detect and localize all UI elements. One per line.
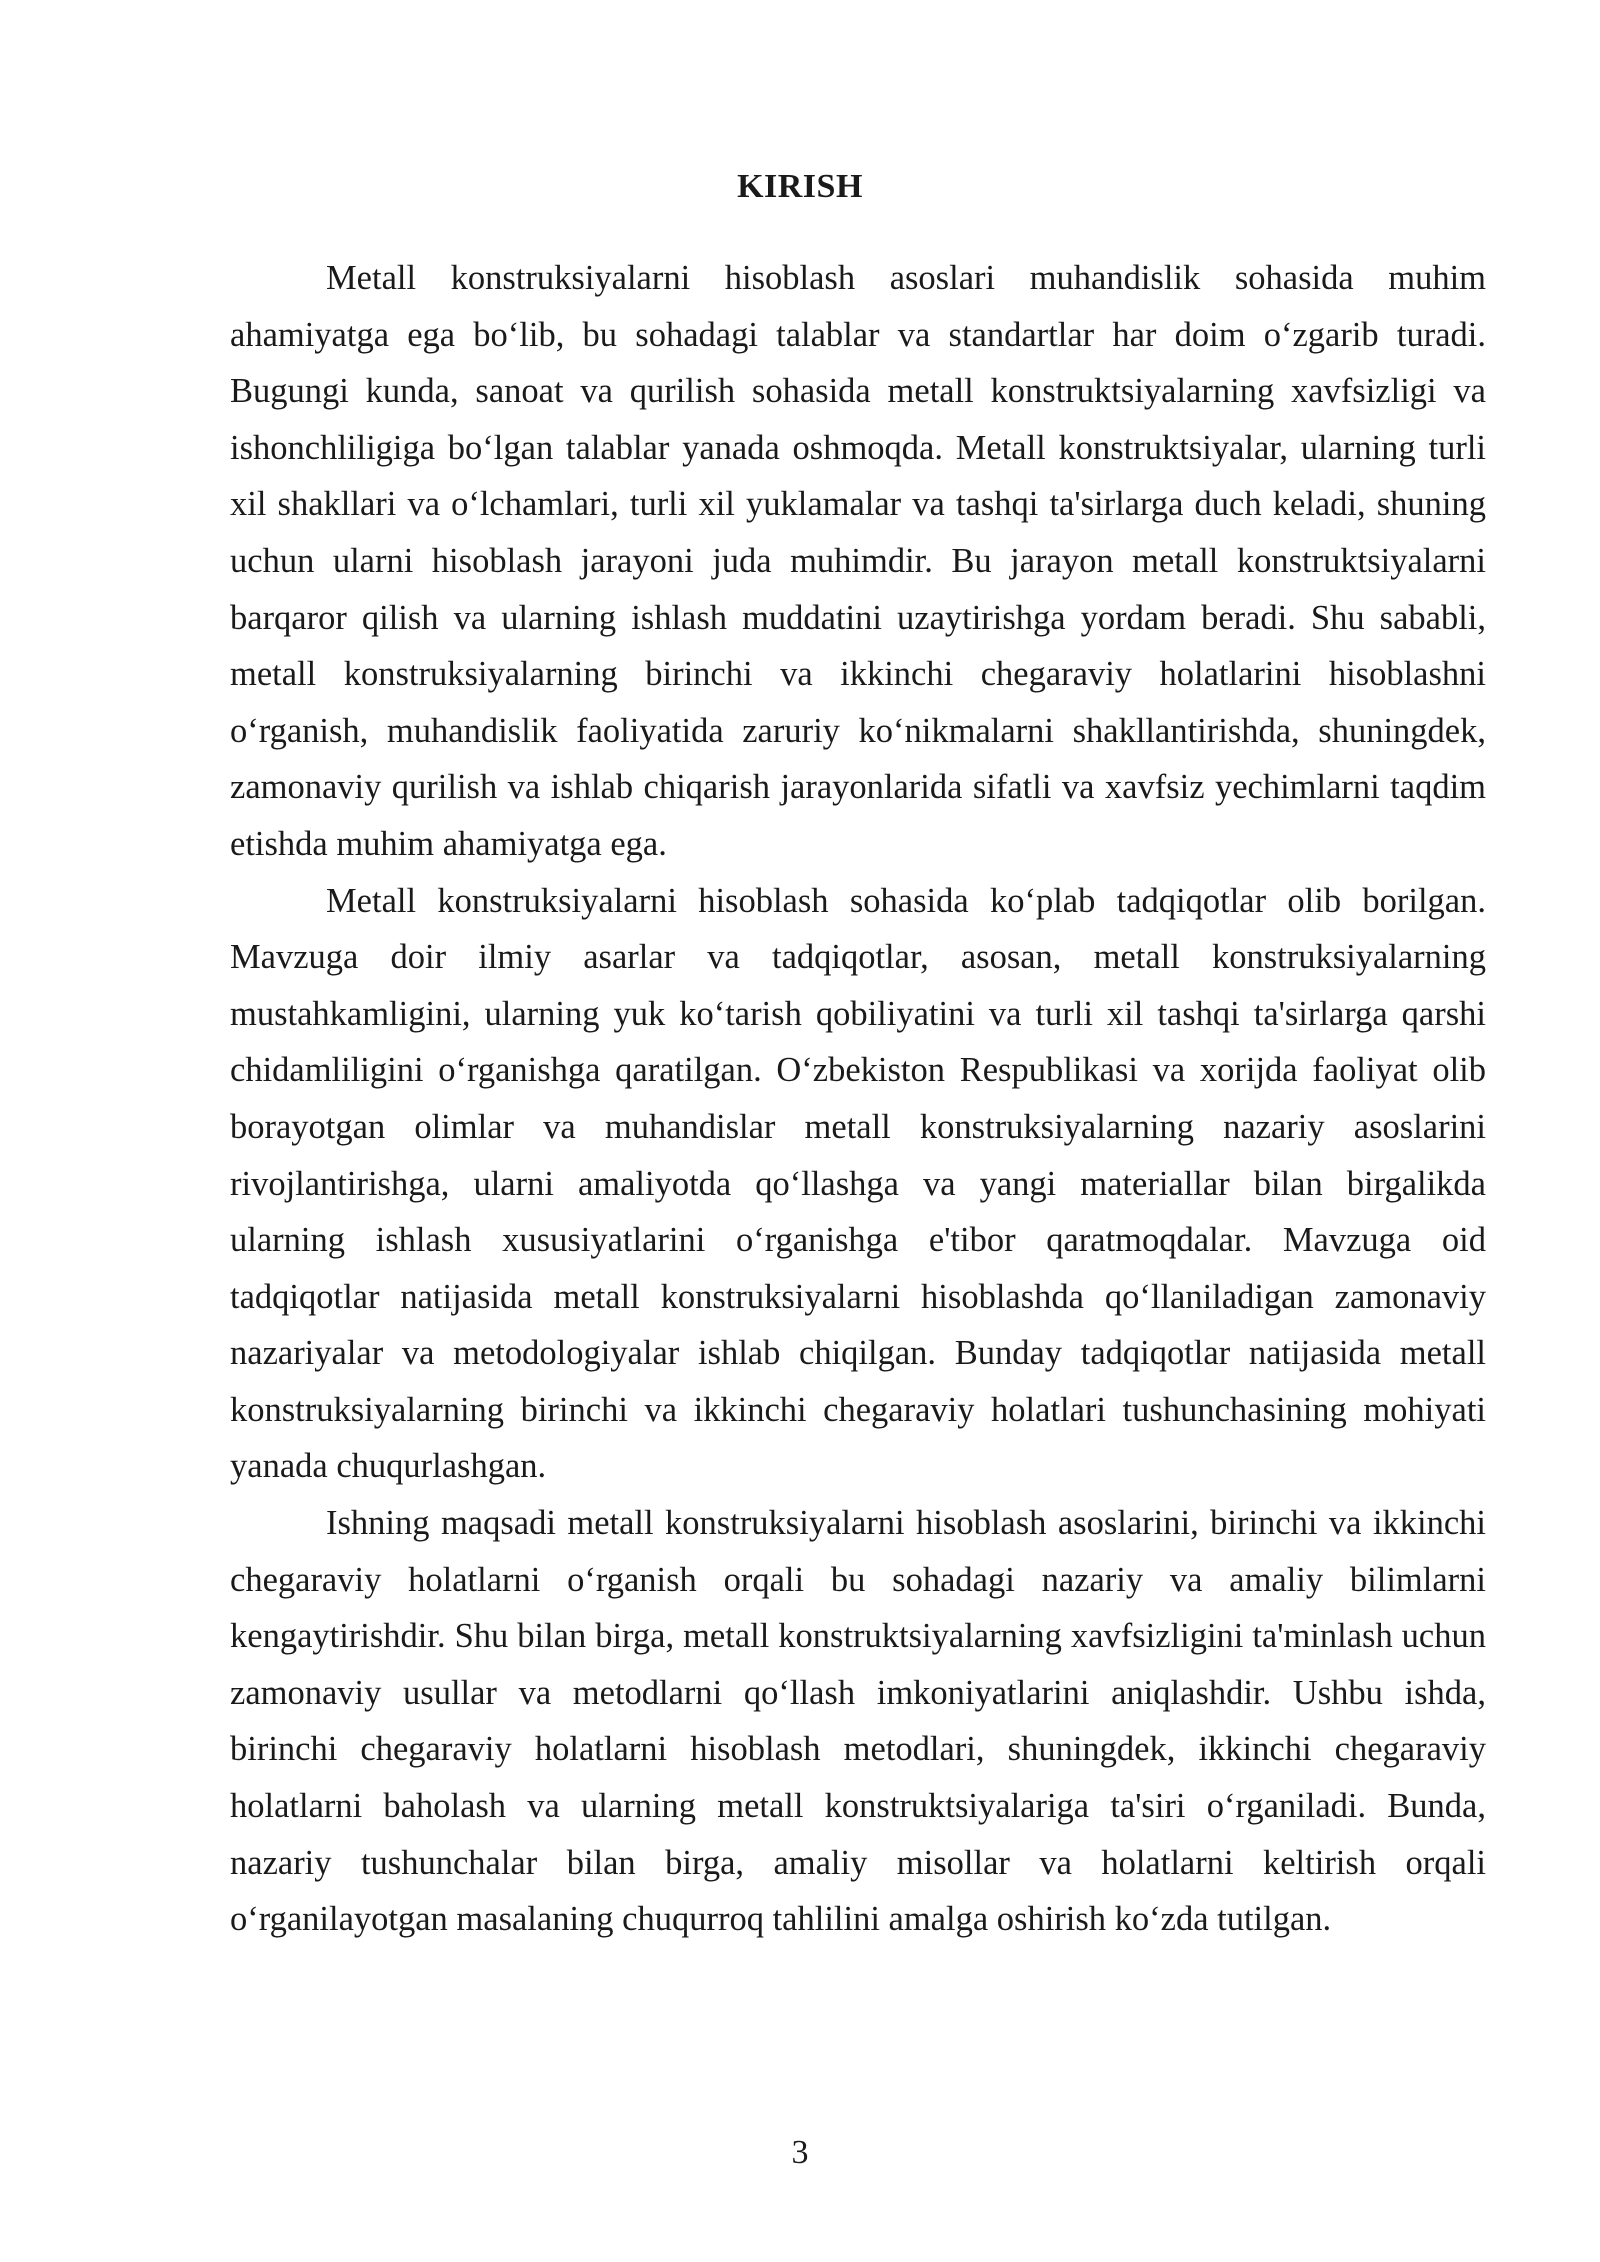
paragraph-1: Metall konstruksiyalarni hisoblash asoslari muhandislik sohasida muhim ahamiyatga ega bo‘lib, bu sohadagi talablar va standartlar har doim o‘zgarib turadi. Bugungi kunda, sanoat va qurilish sohasida metall konstruktsiyalarning xavfsizligi va ishonchliligiga bo‘lgan talablar yanada oshmoqda. Metall konstruktsiyalar, ularning turli xil shakllari va o‘lchamlari, turli xil yuklamalar va tashqi ta'sirlarga duch keladi, shuning uchun ularni hisoblash jarayoni juda muhimdir. Bu jarayon metall konstruktsiyalarni barqaror qilish va ularning ishlash muddatini uzaytirishga yordam beradi. Shu sababli, metall konstruksiyalarning birinchi va ikkinchi chegaraviy holatlarini hisoblashni o‘rganish, muhandislik faoliyatida zaruriy ko‘nikmalarni shakllantirishda, shuningdek, zamonaviy qurilish va ishlab chiqarish jarayonlarida sifatli va xavfsiz yechimlarni taqdim etishda muhim ahamiyatga ega.	[230, 259, 1486, 863]
body-text	[230, 250, 1486, 1948]
page-title: KIRISH	[737, 168, 863, 205]
paragraph-2: Metall konstruksiyalarni hisoblash sohasida ko‘plab tadqiqotlar olib borilgan. Mavzuga doir ilmiy asarlar va tadqiqotlar, asosan, metall konstruksiyalarning mustahkamligini, ularning yuk ko‘tarish qobiliyatini va turli xil tashqi ta'sirlarga qarshi chidamliligini o‘rganishga qaratilgan. O‘zbekiston Respublikasi va xorijda faoliyat olib borayotgan olimlar va muhandislar metall konstruksiyalarning nazariy asoslarini rivojlantirishga, ularni amaliyotda qo‘llashga va yangi materiallar bilan birgalikda ularning ishlash xususiyatlarini o‘rganishga e'tibor qaratmoqdalar. Mavzuga oid tadqiqotlar natijasida metall konstruksiyalarni hisoblashda qo‘llaniladigan zamonaviy nazariyalar va metodologiyalar ishlab chiqilgan. Bunday tadqiqotlar natijasida metall konstruksiyalarning birinchi va ikkinchi chegaraviy holatlari tushunchasining mohiyati yanada chuqurlashgan.	[230, 881, 1486, 1486]
page-number: 3	[791, 2134, 809, 2171]
paragraph-3: Ishning maqsadi metall konstruksiyalarni hisoblash asoslarini, birinchi va ikkinchi chegaraviy holatlarni o‘rganish orqali bu sohadagi nazariy va amaliy bilimlarni kengaytirishdir. Shu bilan birga, metall konstruktsiyalarning xavfsizligini ta'minlash uchun zamonaviy usullar va metodlarni qo‘llash imkoniyatlarini aniqlashdir. Ushbu ishda, birinchi chegaraviy holatlarni hisoblash metodlari, shuningdek, ikkinchi chegaraviy holatlarni baholash va ularning metall konstruktsiyalariga ta'siri o‘rganiladi. Bunda, nazariy tushunchalar bilan birga, amaliy misollar va holatlarni keltirish orqali o‘rganilayotgan masalaning chuqurroq tahlilini amalga oshirish ko‘zda tutilgan.	[230, 1504, 1486, 1939]
